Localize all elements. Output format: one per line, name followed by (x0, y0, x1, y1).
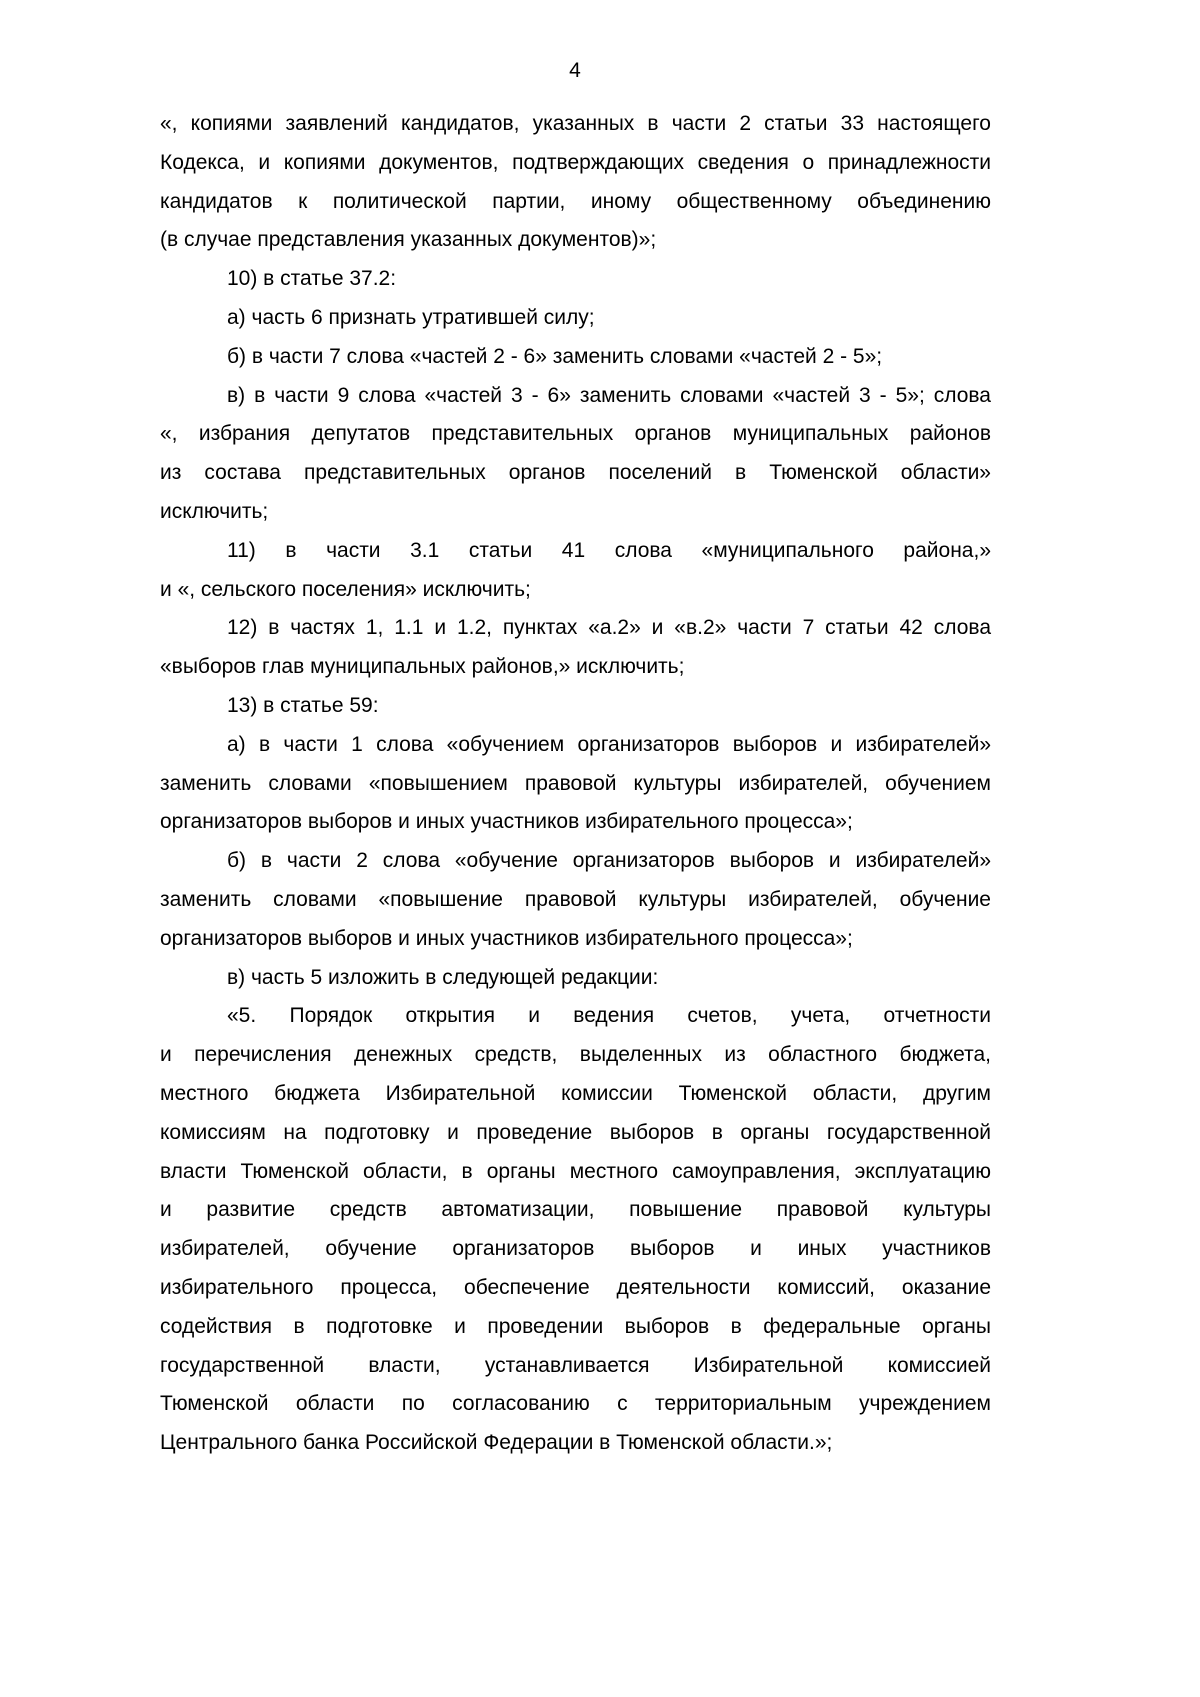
text-line: избирателей, обучение организаторов выборов и иных участников (160, 1237, 991, 1261)
text-line: б) в части 2 слова «обучение организаторов выборов и избирателей» (227, 849, 991, 873)
text-line: 13) в статье 59: (227, 693, 379, 717)
text-line: в) часть 5 изложить в следующей редакции: (227, 965, 659, 989)
text-line: и развитие средств автоматизации, повышение правовой культуры (160, 1198, 991, 1222)
text-line: в) в части 9 слова «частей 3 - 6» заменить словами «частей 3 - 5»; слова (227, 383, 991, 407)
text-line: избирательного процесса, обеспечение деятельности комиссий, оказание (160, 1275, 991, 1299)
text-line: Центрального банка Российской Федерации в Тюменской области.»; (160, 1431, 833, 1455)
text-line: «, копиями заявлений кандидатов, указанных в части 2 статьи 33 настоящего (160, 112, 991, 135)
text-line: «, избрания депутатов представительных органов муниципальных районов (160, 422, 991, 446)
text-line: и перечисления денежных средств, выделенных из областного бюджета, (160, 1043, 991, 1067)
text-line: (в случае представления указанных документов)»; (160, 228, 657, 252)
text-line: Кодекса, и копиями документов, подтверждающих сведения о принадлежности (160, 150, 991, 174)
text-line: а) в части 1 слова «обучением организаторов выборов и избирателей» (227, 732, 991, 756)
text-line: из состава представительных органов поселений в Тюменской области» (160, 461, 991, 485)
text-line: 10) в статье 37.2: (227, 267, 397, 291)
text-line: и «, сельского поселения» исключить; (160, 577, 531, 601)
text-line: Тюменской области по согласованию с территориальным учреждением (160, 1392, 991, 1416)
text-line: организаторов выборов и иных участников избирательного процесса»; (160, 926, 853, 950)
text-line: комиссиям на подготовку и проведение выборов в органы государственной (160, 1120, 991, 1144)
text-line: заменить словами «повышением правовой культуры избирателей, обучением (160, 771, 991, 795)
text-line: местного бюджета Избирательной комиссии Тюменской области, другим (160, 1081, 991, 1105)
text-line: б) в части 7 слова «частей 2 - 6» заменить словами «частей 2 - 5»; (227, 344, 883, 368)
text-line: «5. Порядок открытия и ведения счетов, учета, отчетности (227, 1004, 991, 1028)
page-number: 4 (569, 59, 581, 82)
text-line: организаторов выборов и иных участников избирательного процесса»; (160, 810, 853, 834)
text-line: а) часть 6 признать утратившей силу; (227, 305, 595, 329)
text-line: содействия в подготовке и проведении выборов в федеральные органы (160, 1314, 991, 1338)
text-line: заменить словами «повышение правовой культуры избирателей, обучение (160, 887, 991, 911)
text-line: 12) в частях 1, 1.1 и 1.2, пунктах «а.2» и «в.2» части 7 статьи 42 слова (227, 616, 991, 640)
text-line: государственной власти, устанавливается Избирательной комиссией (160, 1353, 991, 1377)
text-line: 11) в части 3.1 статьи 41 слова «муниципального района,» (227, 538, 991, 562)
text-line: кандидатов к политической партии, иному общественному объединению (160, 189, 991, 213)
text-line: исключить; (160, 499, 269, 523)
document-body (160, 105, 991, 1463)
text-line: власти Тюменской области, в органы местного самоуправления, эксплуатацию (160, 1159, 991, 1183)
text-line: «выборов глав муниципальных районов,» исключить; (160, 655, 685, 679)
